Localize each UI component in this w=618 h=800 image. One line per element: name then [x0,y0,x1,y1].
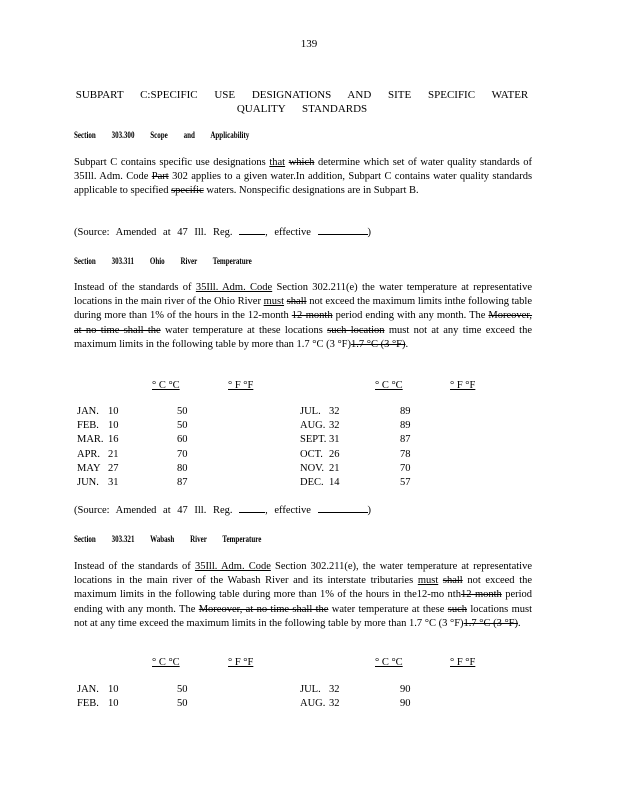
deleted-text: shall [442,575,463,587]
table-cell-month: JAN. [77,406,99,417]
table-cell-f: 89 [400,406,411,417]
section-heading-303-321: Section 303.321 Wabash River Temperature [74,534,262,544]
table-cell-f: 80 [177,462,188,474]
table-cell-f: 50 [177,698,188,710]
table-cell-month: JUN. [77,477,99,488]
body-text: waters. Nonspecific designations are in Subpart B. [206,185,419,197]
table-cell-month: AUG. [300,698,326,710]
source-suffix: ) [367,505,372,516]
source-suffix: ) [367,227,372,238]
blank-effective [318,512,368,513]
ohio-left-c-header: ° C °C [152,380,180,391]
source-note-2 [74,505,371,516]
table-cell-c: 21 [108,448,119,460]
body-text: Subpart C contains specific use designations [74,157,266,168]
section-303-321-body [74,560,532,631]
source-middle: , effective [265,227,311,238]
deleted-text: 1.7 °C (3 °F) [351,338,406,350]
inserted-text: that [269,157,286,168]
table-cell-c: 31 [329,434,340,446]
table-cell-f: 90 [400,698,411,710]
table-cell-c: 32 [329,406,340,417]
ohio-left-f-header: ° F °F [228,380,254,391]
inserted-text: must [263,296,285,308]
deleted-text: 12-month [291,310,333,322]
table-cell-month: OCT. [300,448,323,460]
body-text: period ending with any month. The [335,310,486,322]
inserted-text: 35Ill. Adm. Code [195,282,273,293]
inserted-text: must [417,575,439,587]
table-cell-month: APR. [77,448,101,460]
page-number: 139 [300,38,318,50]
ohio-right-f-header: ° F °F [450,380,476,391]
table-cell-month: AUG. [300,420,326,432]
body-text: must not at any time exceed the maximum limits in the following table by more than 1.7 °C (3 °F) [74,324,533,350]
deleted-text: Part [151,171,169,183]
blank-reg [239,234,265,235]
table-cell-c: 10 [108,420,119,432]
body-text: Instead of the standards of [74,282,192,293]
deleted-text: Moreover, at no time shall the [74,310,533,336]
page-title: SUBPART C:SPECIFIC USE DESIGNATIONS AND SITE SPECIFIC WATER QUALITY STANDARDS [75,89,529,115]
table-cell-c: 32 [329,420,340,432]
wabash-left-f-header: ° F °F [228,657,254,668]
body-text: . [518,617,521,629]
deleted-text: 12-month [460,589,502,601]
table-cell-month: JAN. [77,684,99,695]
wabash-left-c-header: ° C °C [152,657,180,668]
section-heading-303-300: Section 303.300 Scope and Applicability [74,130,250,140]
table-cell-month: MAR. [77,434,104,446]
table-cell-f: 50 [177,420,188,432]
table-cell-month: DEC. [300,477,324,488]
table-cell-c: 32 [329,698,340,710]
table-cell-c: 10 [108,684,119,695]
table-cell-f: 89 [400,420,411,432]
table-cell-month: JUL. [300,406,321,417]
table-cell-month: SEPT. [300,434,327,446]
body-text: Section 302.211(e) the water temperature at representative locations in the main river of the Ohio River [74,282,532,308]
body-text: . [405,338,409,350]
table-cell-f: 60 [177,434,188,446]
ohio-right-c-header: ° C °C [375,380,403,391]
table-cell-month: JUL. [300,684,321,695]
source-note-1 [74,227,371,238]
table-cell-f: 70 [400,462,411,474]
body-text: locations must not at any time exceed the maximum limits in the following table by more than 1.7 °C (3 °F) [74,603,533,629]
table-cell-c: 26 [329,448,340,460]
table-cell-f: 87 [400,434,411,446]
section-heading-303-311: Section 303.311 Ohio River Temperature [74,256,252,266]
table-cell-f: 50 [177,684,188,695]
table-cell-c: 14 [329,477,340,488]
table-cell-f: 57 [400,477,411,488]
deleted-text: specific [171,185,204,197]
table-cell-month: FEB. [77,420,99,432]
deleted-text: 1.7 °C (3 °F) [463,617,519,629]
body-text: not exceed the maximum limits in the following table during more than 1% of the hours in the12-mo nth [74,575,533,601]
table-cell-f: 70 [177,448,188,460]
table-cell-month: NOV. [300,462,325,474]
body-text: Section 302.211(e), the water temperature at representative locations in the main river of the Wabash River and its interstate tributaries [74,561,532,587]
table-cell-c: 21 [329,462,340,474]
table-cell-month: FEB. [77,698,99,710]
inserted-text: 35Ill. Adm. Code [194,561,271,572]
table-cell-f: 50 [177,406,188,417]
section-303-311-body [74,281,532,352]
table-cell-c: 31 [108,477,119,488]
body-text: not exceed the maximum limits inthe following table during more than 1% of the hours in the 12-month [74,296,533,322]
source-middle: , effective [265,505,311,516]
table-cell-f: 90 [400,684,411,695]
table-cell-c: 10 [108,406,119,417]
body-text: water temperature at these locations [165,324,323,336]
deleted-text: such location [327,324,385,336]
table-cell-f: 78 [400,448,411,460]
table-cell-c: 27 [108,462,119,474]
body-text: determine which set of water quality standards of 35Ill. Adm. Code [74,157,533,183]
table-cell-c: 10 [108,698,119,710]
deleted-text: such [447,603,468,615]
body-text: 302 applies to a given water.In addition, Subpart C contains water quality standards applicable to specified [74,171,533,197]
deleted-text: which [288,157,315,168]
table-cell-month: MAY [77,462,101,474]
blank-reg [239,512,265,513]
deleted-text: shall [286,296,307,308]
table-cell-f: 87 [177,477,188,488]
table-cell-c: 32 [329,684,340,695]
table-cell-c: 16 [108,434,119,446]
body-text: period ending with any month. The [74,589,533,615]
blank-effective [318,234,368,235]
section-303-300-body [74,156,532,199]
body-text: Instead of the standards of [74,561,191,572]
source-prefix: (Source: Amended at 47 Ill. Reg. [74,505,233,516]
wabash-right-c-header: ° C °C [375,657,403,668]
deleted-text: Moreover, at no time shall the [198,603,329,615]
wabash-right-f-header: ° F °F [450,657,476,668]
source-prefix: (Source: Amended at 47 Ill. Reg. [74,227,233,238]
body-text: water temperature at these [331,603,445,615]
